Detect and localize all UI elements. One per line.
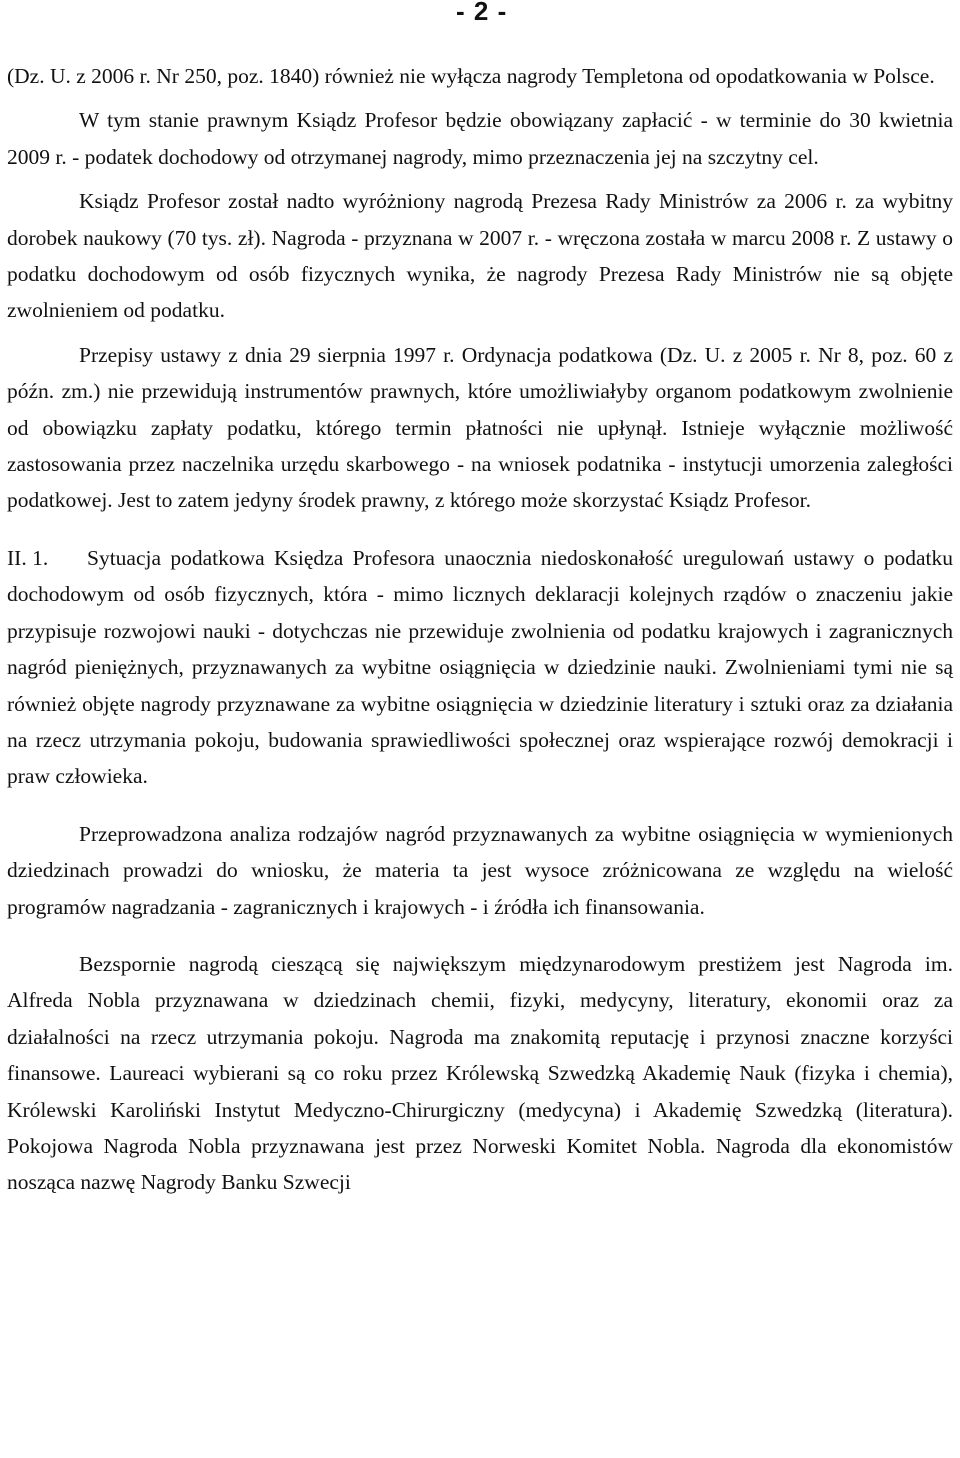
section-number: II. 1. — [7, 545, 49, 570]
paragraph-continuation: (Dz. U. z 2006 r. Nr 250, poz. 1840) również nie wyłącza nagrody Templetona od opodatkowania w Polsce. — [7, 64, 935, 88]
paragraph-nobel-prize: Bezspornie nagrodą cieszącą się największym międzynarodowym prestiżem jest Nagroda im. Alfreda Nobla przyznawana w dziedzinach chemii, fizyki, medycyny, literatury, ekonomii oraz za działalności na rzecz utrzymania pokoju. Nagroda ma znakomitą reputację i przynosi znaczne korzyści finansowe. Laureaci wybierani są co roku przez Królewską Szwedzką Akademię Nauk (fizyka i chemia), Królewski Karoliński Instytut Medyczno-Chirurgiczny (medycyna) i Akademię Szwedzką (literatura). Pokojowa Nagroda Nobla przyznawana jest przez Norweski Komitet Nobla. Nagroda dla ekonomistów nosząca nazwę Nagrody Banku Szwecji — [7, 951, 953, 1195]
paragraph-section-intro — [7, 540, 953, 795]
document-body — [7, 58, 953, 1201]
page-number: - 2 - — [456, 0, 508, 26]
paragraph-tax-ordinance: Przepisy ustawy z dnia 29 sierpnia 1997 r. Ordynacja podatkowa (Dz. U. z 2005 r. Nr 8, poz. 60 z późn. zm.) nie przewidują instrumentów prawnych, które umożliwiałyby organom podatkowym zwolnienie od obowiązku zapłaty podatku, którego termin płatności nie upłynął. Istnieje wyłącznie możliwość zastosowania przez naczelnika urzędu skarbowego - na wniosek podatnika - instytucji umorzenia zaległości podatkowej. Jest to zatem jedyny środek prawny, z którego może skorzystać Ksiądz Profesor. — [7, 342, 953, 513]
section-intro-text: Sytuacja podatkowa Księdza Profesora unaocznia niedoskonałość uregulowań ustawy o podatku dochodowym od osób fizycznych, która - mimo licznych deklaracji kolejnych rządów o znaczeniu jakie przypisuje rozwojowi nauki - dotychczas nie przewiduje zwolnienia od podatku krajowych i zagranicznych nagród pieniężnych, przyznawanych za wybitne osiągnięcia w dziedzinie nauki. Zwolnieniami tymi nie są również objęte nagrody przyznawane za wybitne osiągnięcia w dziedzinie literatury i sztuki oraz za działania na rzecz utrzymania pokoju, budowania sprawiedliwości społecznej oraz wspierające rozwój demokracji i praw człowieka. — [7, 545, 953, 789]
paragraph-tax-obligation: W tym stanie prawnym Ksiądz Profesor będzie obowiązany zapłacić - w terminie do 30 kwietnia 2009 r. - podatek dochodowy od otrzymanej nagrody, mimo przeznaczenia jej na szczytny cel. — [7, 108, 953, 169]
paragraph-awards-analysis: Przeprowadzona analiza rodzajów nagród przyznawanych za wybitne osiągnięcia w wymienionych dziedzinach prowadzi do wniosku, że materia ta jest wysoce zróżnicowana ze względu na wielość programów nagradzania - zagranicznych i krajowych - i źródła ich finansowania. — [7, 821, 953, 919]
paragraph-prime-minister-award: Ksiądz Profesor został nadto wyróżniony nagrodą Prezesa Rady Ministrów za 2006 r. za wybitny dorobek naukowy (70 tys. zł). Nagroda - przyznana w 2007 r. - wręczona została w marcu 2008 r. Z ustawy o podatku dochodowym od osób fizycznych wynika, że nagrody Prezesa Rady Ministrów nie są objęte zwolnieniem od podatku. — [7, 189, 953, 323]
